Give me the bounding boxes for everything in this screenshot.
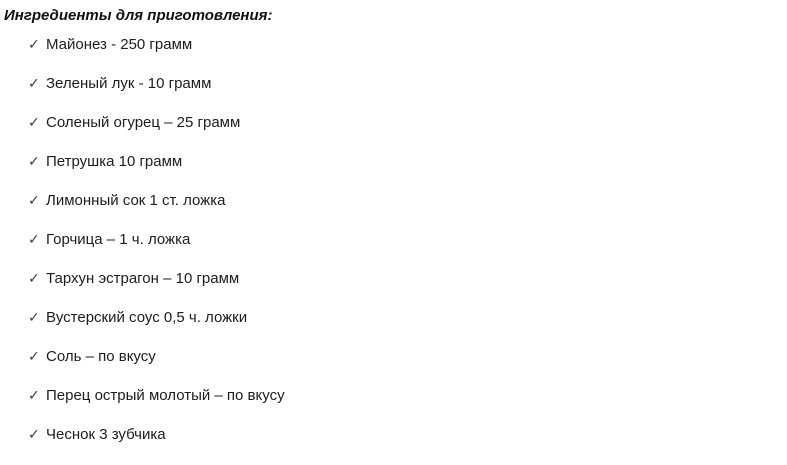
check-icon: ✓ [28, 310, 40, 326]
list-item [0, 192, 787, 231]
list-item-label: Чеснок 3 зубчика [46, 426, 166, 443]
list-item [0, 114, 787, 153]
list-item-label: Майонез - 250 грамм [46, 36, 193, 53]
list-item-label: Перец острый молотый – по вкусу [46, 387, 285, 404]
check-icon: ✓ [28, 427, 40, 443]
check-icon: ✓ [28, 193, 40, 209]
list-item [0, 309, 787, 348]
check-icon: ✓ [28, 271, 40, 287]
list-item [0, 231, 787, 270]
list-item-label: Петрушка 10 грамм [46, 153, 183, 170]
check-icon: ✓ [28, 388, 40, 404]
list-item-label: Зеленый лук - 10 грамм [46, 75, 212, 92]
check-icon: ✓ [28, 349, 40, 365]
list-item [0, 270, 787, 309]
list-item [0, 426, 787, 465]
list-item-label: Лимонный сок 1 ст. ложка [46, 192, 226, 209]
check-icon: ✓ [28, 154, 40, 170]
list-item-label: Вустерский соус 0,5 ч. ложки [46, 309, 248, 326]
list-item [0, 348, 787, 387]
list-item [0, 36, 787, 75]
list-item [0, 153, 787, 192]
check-icon: ✓ [28, 232, 40, 248]
list-item-label: Соль – по вкусу [46, 348, 156, 365]
list-item-label: Соленый огурец – 25 грамм [46, 114, 241, 131]
check-icon: ✓ [28, 76, 40, 92]
page-title: Ингредиенты для приготовления: [4, 7, 273, 24]
check-icon: ✓ [28, 115, 40, 131]
ingredients-list [0, 36, 787, 465]
list-item [0, 387, 787, 426]
check-icon: ✓ [28, 37, 40, 53]
list-item [0, 75, 787, 114]
list-item-label: Тархун эстрагон – 10 грамм [46, 270, 240, 287]
list-item-label: Горчица – 1 ч. ложка [46, 231, 191, 248]
